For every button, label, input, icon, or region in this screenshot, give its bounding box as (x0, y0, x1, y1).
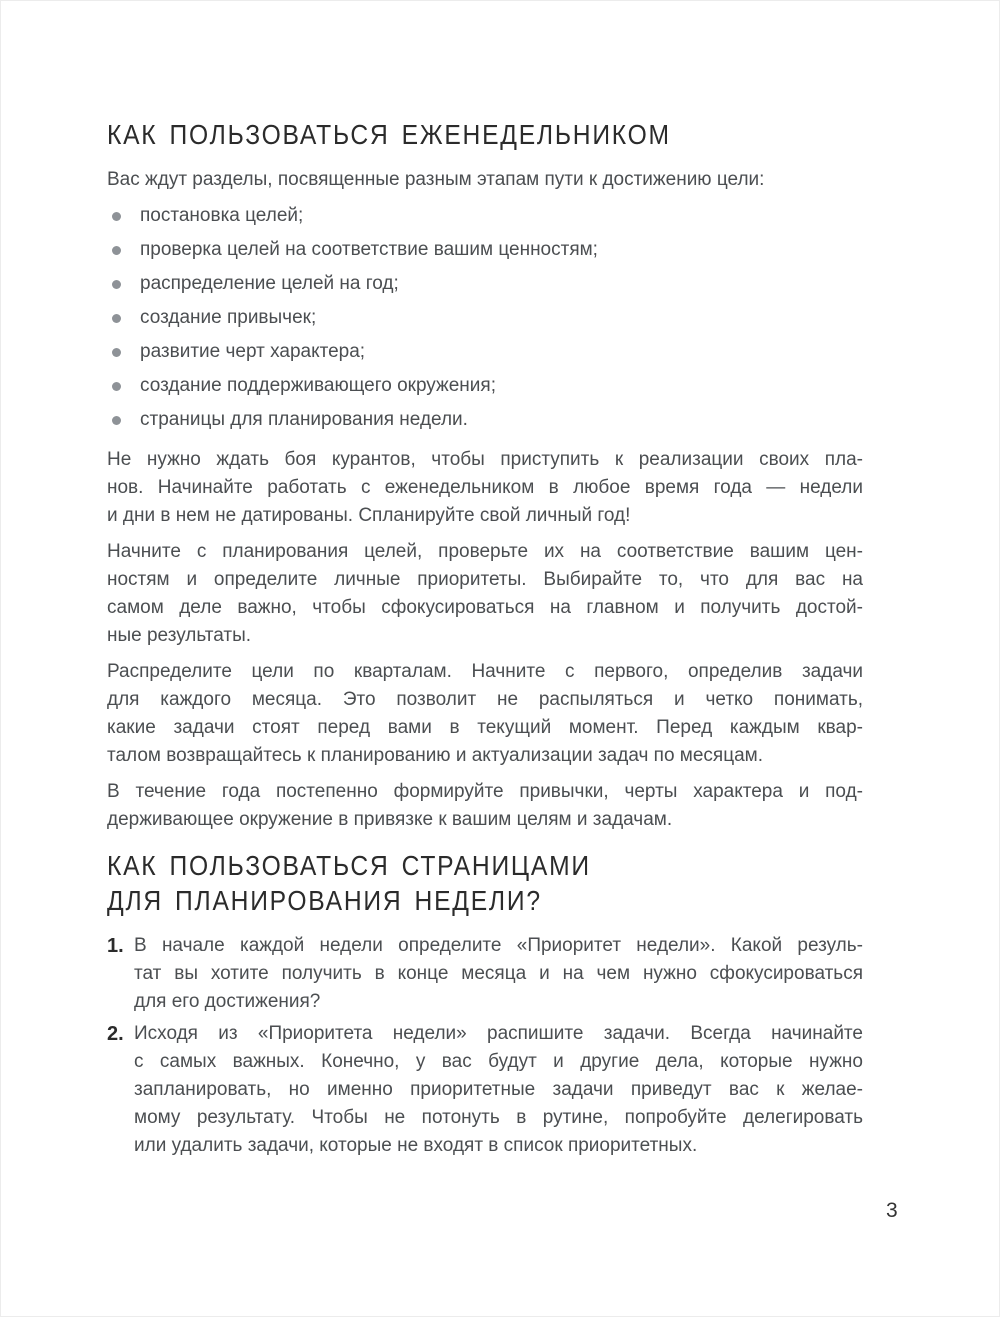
paragraph-line: Начните с планирования целей, проверьте их на соответствие вашим цен- (107, 541, 863, 562)
paragraph-line: держивающее окружение в привязке к вашим целям и задачам. (107, 809, 673, 830)
bullet-text: проверка целей на соответствие вашим ценностям; (140, 239, 598, 260)
bullet-text: страницы для планирования недели. (140, 409, 468, 430)
paragraph-line: нов. Начинайте работать с еженедельником в любое время года — недели (107, 477, 863, 498)
bullet-item (107, 338, 863, 366)
item-line: Исходя из «Приоритета недели» распишите задачи. Всегда начинайте (134, 1023, 863, 1044)
numbered-list (107, 932, 863, 1160)
item-line: тат вы хотите получить в конце месяца и на чем нужно сфокусироваться (134, 963, 863, 984)
item-line: мому результату. Чтобы не потонуть в рутине, попробуйте делегировать (134, 1107, 863, 1128)
bullet-item (107, 372, 863, 400)
paragraph-line: какие задачи стоят перед вами в текущий момент. Перед каждым квар- (107, 717, 863, 738)
bullet-item (107, 270, 863, 298)
paragraph (107, 778, 863, 834)
paragraph-line: ные результаты. (107, 625, 252, 646)
paragraph-block (107, 446, 863, 834)
paragraph (107, 446, 863, 530)
paragraph (107, 538, 863, 650)
paragraph (107, 658, 863, 770)
bullet-text: распределение целей на год; (140, 273, 399, 294)
section2-title-line: ДЛЯ ПЛАНИРОВАНИЯ НЕДЕЛИ? (107, 885, 542, 916)
bullet-dot (112, 416, 121, 425)
bullet-text: развитие черт характера; (140, 341, 366, 362)
section2-title (107, 848, 772, 918)
section1-title: КАК ПОЛЬЗОВАТЬСЯ ЕЖЕНЕДЕЛЬНИКОМ (107, 119, 671, 150)
item-line: В начале каждой недели определите «Приоритет недели». Какой резуль- (134, 935, 863, 956)
bullet-list (107, 202, 863, 434)
paragraph-line: талом возвращайтесь к планированию и актуализации задач по месяцам. (107, 745, 763, 766)
bullet-dot (112, 212, 121, 221)
paragraph-line: В течение года постепенно формируйте привычки, черты характера и под- (107, 781, 863, 802)
bullet-text: постановка целей; (140, 205, 304, 226)
bullet-item (107, 304, 863, 332)
item-line: для его достижения? (134, 991, 321, 1012)
paragraph-line: для каждого месяца. Это позволит не распыляться и четко понимать, (107, 689, 863, 710)
page-number: 3 (886, 1199, 898, 1222)
page-content (107, 118, 863, 1164)
numbered-item (107, 932, 863, 1016)
item-line: или удалить задачи, которые не входят в список приоритетных. (134, 1135, 698, 1156)
bullet-dot (112, 314, 121, 323)
item-number: 2. (107, 1023, 124, 1045)
bullet-dot (112, 280, 121, 289)
item-number: 1. (107, 935, 124, 957)
bullet-dot (112, 246, 121, 255)
bullet-dot (112, 348, 121, 357)
paragraph-line: Распределите цели по кварталам. Начните с первого, определив задачи (107, 661, 863, 682)
paragraph-line: ностям и определите личные приоритеты. Выбирайте то, что для вас на (107, 569, 863, 590)
paragraph-line: самом деле важно, чтобы сфокусироваться на главном и получить достой- (107, 597, 863, 618)
bullet-item (107, 236, 863, 264)
bullet-dot (112, 382, 121, 391)
item-line: запланировать, но именно приоритетные задачи приведут вас к желае- (134, 1079, 863, 1100)
item-text (134, 1020, 863, 1160)
bullet-item (107, 202, 863, 230)
section2-title-line: КАК ПОЛЬЗОВАТЬСЯ СТРАНИЦАМИ (107, 850, 591, 881)
numbered-item (107, 1020, 863, 1160)
item-text (134, 932, 863, 1016)
bullet-text: создание привычек; (140, 307, 317, 328)
bullet-item (107, 406, 863, 434)
paragraph-line: и дни в нем не датированы. Спланируйте свой личный год! (107, 505, 631, 526)
intro-paragraph: Вас ждут разделы, посвященные разным этапам пути к достижению цели: (107, 169, 765, 190)
item-line: с самых важных. Конечно, у вас будут и другие дела, которые нужно (134, 1051, 863, 1072)
bullet-text: создание поддерживающего окружения; (140, 375, 496, 396)
paragraph-line: Не нужно ждать боя курантов, чтобы приступить к реализации своих пла- (107, 449, 863, 470)
